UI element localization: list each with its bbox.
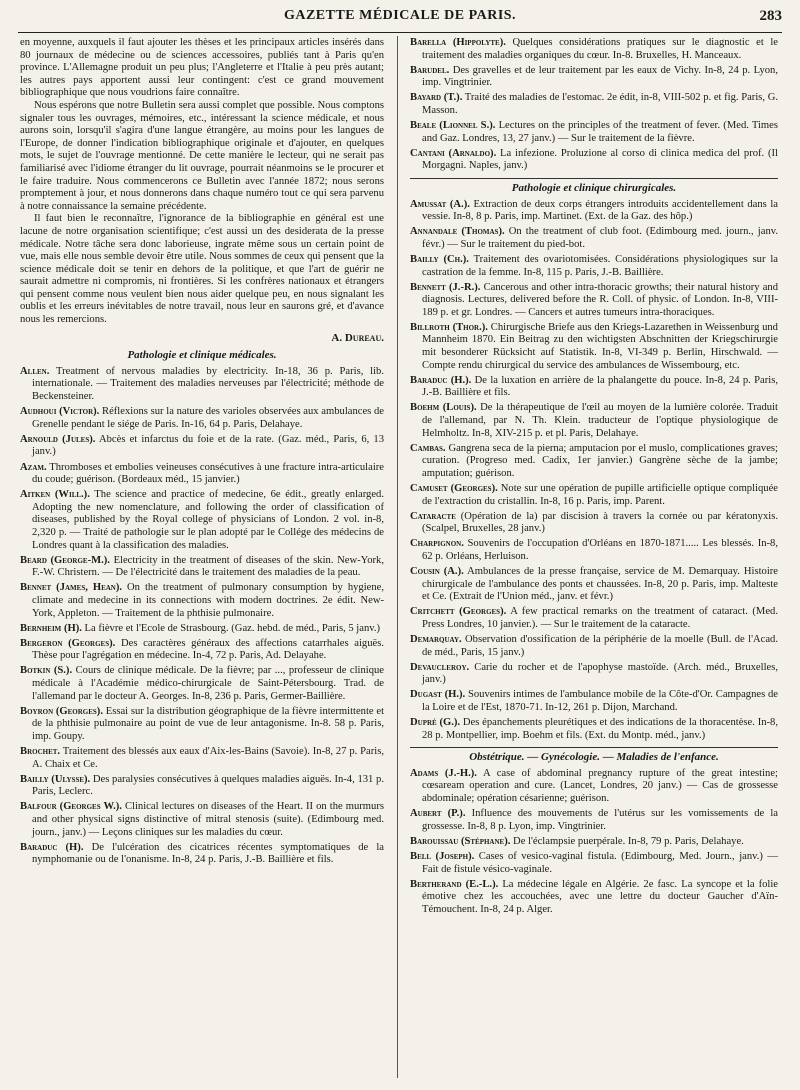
bibliography-entry [20, 582, 384, 620]
section-title: Pathologie et clinique chirurgicales. [410, 178, 778, 195]
entry-author: Arnould (Jules). [20, 433, 96, 445]
bibliography-entry [20, 555, 384, 580]
bibliography-entry [20, 746, 384, 771]
header-rule [18, 32, 782, 33]
entry-author: Amussat (A.). [410, 198, 470, 210]
bibliography-entry [410, 199, 778, 224]
bibliography-entry [410, 538, 778, 563]
entry-author: Demarquay. [410, 634, 462, 646]
entry-author: Baraduc (H). [20, 841, 84, 853]
entry-author: Barudel. [410, 64, 450, 76]
entry-text: The science and practice of medecine, 6e édit., greatly enlarged. Adopting the new nomenclature, and following the order of classification of diseases, published by the Royal college of physicians of London. 2 vol. in-8, 2,320 p. — Traité de pathologie sur le plan adopté par le Collége des médecins de Londres quant à la classification des maladies. [32, 489, 384, 551]
entry-author: Aitken (Will.). [20, 489, 90, 501]
entry-author: Critchett (Georges). [410, 606, 507, 618]
entry-author: Boyron (Georges). [20, 705, 103, 717]
bibliography-entry [20, 434, 384, 459]
entry-author: Cousin (A.). [410, 566, 464, 578]
entry-author: Bailly (Ch.). [410, 253, 469, 265]
bibliography-entry [410, 92, 778, 117]
bibliography-entry [20, 774, 384, 799]
signature: A. Dureau. [331, 331, 384, 344]
entry-text: De l'ulcération des cicatrices récentes symptomatiques de la nymphomanie ou de l'onanisme. In-8, 24 p. Paris, J.-B. Baillière et fils. [32, 841, 384, 866]
bibliography-entry [410, 689, 778, 714]
bibliography-entry [410, 402, 778, 440]
bibliography-entry [20, 462, 384, 487]
entry-text: La médecine légale en Algérie. 2e fasc. La syncope et la folie émotive chez les accouchées, avec une lettre du docteur Gaucher d'Aïn-Témouchent. In-8, 24 p. Alger. [422, 878, 779, 915]
entry-author: Bennett (J.-R.). [410, 281, 481, 293]
entry-author: Beard (George-M.). [20, 554, 110, 566]
entry-text: Extraction de deux corps étrangers introduits accidentellement dans la vessie. In-8, 8 p. Paris, imp. Martinet. (Ext. de la Gaz. des hôp.) [422, 198, 778, 223]
bibliography-entry [20, 489, 384, 552]
entry-author: Balfour (Georges W.). [20, 801, 122, 813]
entry-text: Traitement des ovariotomisées. Considérations physiologiques sur la castration de la femme. In-8, 115 p. Paris, J.-B. Baillière. [422, 253, 778, 278]
entry-text: Thromboses et embolies veineuses consécutives à une fracture intra-articulaire du coude; guérison. (Bordeaux méd., 15 janvier.) [32, 461, 384, 486]
section-title: Pathologie et clinique médicales. [127, 349, 277, 362]
entry-text: Electricity in the treatment of diseases of the skin. New-York, F.-W. Christern. — De l'électricité dans le traitement des maladies de la peau. [32, 554, 384, 579]
bibliography-entry [410, 717, 778, 742]
entry-text: (Opération de la) par discision à travers la cornée ou par kératonyxis. (Scalpel, Bruxelles, 28 janv.) [422, 510, 778, 535]
right-column [410, 37, 778, 919]
entry-text: Souvenirs intimes de l'ambulance mobile de la Côte-d'Or. Campagnes de la Loire et de l'Est, 1870-71. In-12, 261 p. Dijon, Marchand. [422, 689, 778, 713]
entry-text: A few practical remarks on the treatment of cataract. (Med. Press Londres, 10 janvier.). — Sur le traitement de la cataracte. [422, 606, 779, 630]
page-header [18, 8, 782, 30]
bibliography-entry [410, 226, 778, 251]
entry-author: Camuset (Georges). [410, 483, 498, 494]
entry-text: De la thérapeutique de l'œil au moyen de la lumière colorée. Traduit de l'allemand, par N. Th. Klein. traducteur de l'optique physiologique de Helmholtz. In-8, XIV-215 p. et pl. Paris, Delahaye. [422, 402, 778, 439]
entry-author: Baraduc (H.). [410, 374, 472, 386]
entry-text: Souvenirs de l'occupation d'Orléans en 1870-1871..... Les blessés. In-8, 62 p. Orléans, Herluison. [422, 538, 778, 562]
bibliography-entry [20, 665, 384, 703]
entry-author: Charpignon. [410, 538, 464, 550]
entry-text: Des épanchements pleurétiques et des indications de la thoracentèse. In-8, 28 p. Montpellier, imp. Boehm et fils. (Ext. du Montp. méd., janv.) [422, 717, 778, 741]
bibliography-entry [410, 375, 778, 400]
entry-text: Cours de clinique médicale. De la fièvre; par ..., professeur de clinique médicale à l'Académie médico-chirurgicale de Saint-Pétersbourg. Trad. de l'allemand par le docteur A. Georges. In-8, 236 p. Paris, Germer-Baillière. [32, 665, 385, 702]
entry-text: Des gravelles et de leur traitement par les eaux de Vichy. In-8, 24 p. Lyon, imp. Vingtrinier. [422, 64, 778, 89]
entry-text: La infezione. Proluzione al corso di clinica medica del prof. (Il Morgagni. Naples, janv.) [422, 147, 778, 172]
bibliography-entry [410, 322, 778, 372]
entry-text: Gangrena seca de la pierna; amputacion por el muslo, complicationes graves; curation. (Progreso med. Cadix, 1er janvier.) Gangrène sèche de la jambe; amputation; guérison. [422, 442, 778, 479]
bibliography-entry [410, 511, 778, 536]
bibliography-entry [410, 851, 778, 876]
bibliography-entry [20, 406, 384, 431]
bibliography-entry [410, 566, 778, 604]
intro-paragraph: Il faut bien le reconnaître, l'ignorance de la bibliographie en général est une lacune de notre organisation scientifique; c'est aussi un des desiderata de la presse médicale. Notre tâche sera donc laborieuse, ingrate même sous un certain point de vue, mais elle nous semble devoir être utile. Nous sommes de ceux qui pensent que la science médicale doit se tenir en dehors de la politique, et que l'art de guérir ne saurait admettre ni compromis, ni frontières. Si les confrères nationaux et étrangers qui pensent comme nous veulent bien nous aider quelque peu, en nous signalant les oublis et les erreurs inévitables de notre travail, nous leur en saurons gré, et d'avance nous les remercions. [20, 213, 384, 326]
column-divider [397, 36, 398, 1078]
bibliography-entry [410, 483, 778, 508]
entry-text: Essai sur la distribution géographique de la fièvre intermittente et de la phthisie pulmonaire au point de vue de leur antagonisme. In-8. 58 p. Paris, imp. Goupy. [32, 705, 385, 742]
bibliography-entry [410, 879, 778, 917]
entry-author: Allen. [20, 365, 50, 377]
entry-author: Devaucleroy. [410, 661, 470, 673]
bibliography-entry [410, 254, 778, 279]
entry-text: Clinical lectures on diseases of the Heart. II on the murmurs and other physical signs distinctive of mitral stenosis (suite). (Edimbourg med. journ., janv.) — Leçons cliniques sur les maladies du cœur. [32, 801, 384, 838]
entry-author: Azam. [20, 461, 47, 473]
bibliography-entry [410, 768, 778, 806]
left-column [20, 37, 384, 869]
entry-text: Treatment of nervous maladies by electricity. In-18, 36 p. Paris, lib. internationale. — Traitement des maladies nerveuses par l'électricité; méthode de Beckensteiner. [32, 365, 384, 403]
entry-text: On the treatment of club foot. (Edimbourg med. journ., janv. févr.) — Sur le traitement du pied-bot. [422, 226, 779, 250]
bibliography-entry [410, 282, 778, 320]
entry-author: Bailly (Ulysse). [20, 773, 91, 785]
entry-text: Quelques considérations pratiques sur le diagnostic et le traitement des maladies organiques du cœur. In-8. Bruxelles, H. Manceaux. [422, 37, 778, 61]
bibliography-list [20, 366, 384, 867]
entry-author: Bertherand (E.-L.). [410, 878, 499, 890]
entry-text: Abcès et infarctus du foie et de la rate. (Gaz. méd., Paris, 6, 13 janv.) [32, 433, 384, 458]
entry-text: Traité des maladies de l'estomac. 2e édit, in-8, VIII-502 p. et fig. Paris, G. Masson. [422, 92, 778, 116]
entry-author: Boehm (Louis). [410, 402, 477, 414]
bibliography-entry [410, 836, 778, 849]
bibliography-entry [20, 842, 384, 867]
entry-author: Dupré (G.). [410, 717, 461, 729]
bibliography-entry [410, 148, 778, 173]
entry-text: Observation d'ossification de la périphérie de la moelle (Bull. de l'Acad. de méd., Paris, 15 janv.) [422, 634, 778, 658]
entry-author: Barouissau (Stéphane). [410, 835, 511, 847]
entry-text: Chirurgische Briefe aus den Kriegs-Lazarethen in Weissenburg und Mannheim 1870. Ein Beitrag zu den wichtigsten Abschnitten der Kriegschirurgie mit besonderer Rücksicht auf Statistik. In-8, VI-349 p. Berlin, Hirschwald. — Compte rendu chirurgical du service des ambulances de Wissembourg, etc. [422, 321, 778, 371]
entry-text: Carie du rocher et de l'apophyse mastoïde. (Arch. méd., Bruxelles, janv.) [422, 661, 778, 686]
entry-author: Aubert (P.). [410, 808, 466, 820]
entry-text: Des paralysies consécutives à quelques maladies aiguës. In-4, 131 p. Paris, Leclerc. [32, 773, 384, 798]
bibliography-entry [410, 808, 778, 833]
bibliography-entry [410, 634, 778, 659]
entry-author: Bernheim (H). [20, 622, 82, 634]
entry-text: Lectures on the principles of the treatment of fever. (Med. Times and Gaz. Londres, 13, 27 janv.) — Sur le traitement de la fièvre. [422, 120, 778, 144]
bibliography-list [410, 199, 778, 743]
bibliography-entry [410, 606, 778, 631]
entry-text: On the treatment of pulmonary consumption by hygiene, climate and medecine in its connections with modern doctrines. 2e édit. New-York, Appleton. — Traitement de la phthisie pulmonaire. [32, 582, 385, 619]
entry-author: Cataracte [410, 510, 456, 522]
entry-author: Annandale (Thomas). [410, 226, 505, 238]
page-number: 283 [759, 8, 782, 24]
bibliography-entry [20, 623, 384, 636]
entry-author: Bergeron (Georges). [20, 637, 116, 649]
intro-paragraph: Nous espérons que notre Bulletin sera aussi complet que possible. Nous comptons signaler tous les ouvrages, mémoires, etc., intéressant la science médicale, et nous aurons soin, lorsqu'il s'agira d'une langue étrangère, au moins pour les langues de l'Europe, de donner l'indication bibliographique originale et d'ajouter, en quelques mots, le sujet de l'ouvrage mentionné. De cette manière le lecteur, qui ne serait pas familiarisé avec l'idiome étranger du lit ouvrage, pourrait néanmoins se le procurer et le faire traduire. Nous commencerons ce Bulletin avec l'année 1872; nous serons promptement à jour, et nous donnerons dans chaque numéro tout ce qui sera parvenu à notre connaissance la semaine précédente. [20, 99, 384, 212]
entry-text: A case of abdominal pregnancy rupture of the great intestine; cœsaream operation and cure. (Lancet, Londres, 20 janv.) — Cas de grossesse abdominale; opération césarienne; guérison. [422, 767, 778, 805]
entry-author: Cambas. [410, 442, 446, 454]
bibliography-entry [20, 801, 384, 839]
entry-author: Barella (Hippolyte). [410, 37, 506, 48]
bibliography-entry [410, 37, 778, 62]
entry-author: Cantani (Arnaldo). [410, 147, 497, 159]
entry-text: Influence des mouvements de l'utérus sur les vomissements de la grossesse. In-8, 8 p. Lyon, imp. Vingtrinier. [422, 808, 778, 832]
entry-text: Ambulances de la presse française, service de M. Demarquay. Histoire chirurgicale de l'ambulance des ponts et chaussées. In-8, 20 p. Paris, imp. Malteste et Ce. (Extrait de l'Union méd., janv. et févr.) [422, 566, 778, 603]
entry-author: Bennet (James, Hean). [20, 582, 123, 594]
intro-paragraph: en moyenne, auxquels il faut ajouter les thèses et les principaux articles insérés dans 80 journaux de médecine ou de sciences accessoires, publiés tant à Paris qu'en province. L'Allemagne produit un peu plus; l'Angleterre et l'Italie à peu près autant; les autres pays apportent aussi leur contingent: c'est ce grand mouvement bibliographique que nous voudrions faire connaître. [20, 37, 384, 99]
bibliography-entry [20, 366, 384, 404]
entry-author: Botkin (S.). [20, 665, 73, 677]
entry-author: Beale (Lionnel S.). [410, 120, 496, 132]
entry-author: Brochet. [20, 745, 61, 757]
entry-author: Bayard (T.). [410, 92, 463, 104]
entry-text: De la luxation en arrière de la phalangette du pouce. In-8, 24 p. Paris, J.-B. Baillière et fils. [422, 374, 779, 399]
bibliography-list [410, 768, 778, 917]
bibliography-list [410, 37, 778, 173]
entry-author: Adams (J.-H.). [410, 767, 477, 779]
running-title: GAZETTE MÉDICALE DE PARIS. [283, 8, 517, 23]
bibliography-entry [20, 706, 384, 744]
entry-text: Cases of vesico-vaginal fistula. (Edimbourg, Med. Journ., janv.) — Fait de fistule vésico-vaginale. [422, 850, 779, 875]
entry-text: La fièvre et l'Ecole de Strasbourg. (Gaz. hebd. de méd., Paris, 5 janv.) [81, 622, 381, 634]
entry-author: Dugast (H.). [410, 689, 466, 701]
entry-text: Note sur une opération de pupille artificielle optique compliquée de l'extraction du cristallin. In-8, 16 p. Paris, imp. Parent. [422, 483, 778, 507]
section-title: Obstétrique. — Gynécologie. — Maladies de l'enfance. [410, 747, 778, 764]
bibliography-entry [410, 443, 778, 481]
entry-author: Bell (Joseph). [410, 850, 475, 862]
entry-text: Traitement des blessés aux eaux d'Aix-les-Bains (Savoie). In-8, 27 p. Paris, A. Chaix et Ce. [32, 745, 384, 770]
entry-text: Cancerous and other intra-thoracic growths; their natural history and diagnosis. Lectures, delivered before the R. Coll. of physic. of London. In-8, VIII-189 p. et gr. Londres. — Cancers et autres tumeurs intra-thoraciques. [422, 281, 778, 318]
entry-text: Des caractères généraux des affections catarrhales aiguës. Thèse pour l'agrégation en médecine. In-4, 72 p. Paris, Ad. Delayahe. [32, 637, 385, 662]
bibliography-entry [410, 120, 778, 145]
bibliography-entry [410, 662, 778, 687]
entry-author: Billroth (Thor.). [410, 321, 488, 333]
bibliography-entry [20, 638, 384, 663]
entry-author: Audhoui (Victor). [20, 406, 100, 418]
bibliography-entry [410, 65, 778, 90]
entry-text: De l'éclampsie puerpérale. In-8, 79 p. Paris, Delahaye. [510, 835, 744, 847]
entry-text: Réflexions sur la nature des varioles observées aux ambulances de Grenelle pendant le siége de Paris. In-16, 64 p. Paris, Delahaye. [32, 406, 384, 430]
